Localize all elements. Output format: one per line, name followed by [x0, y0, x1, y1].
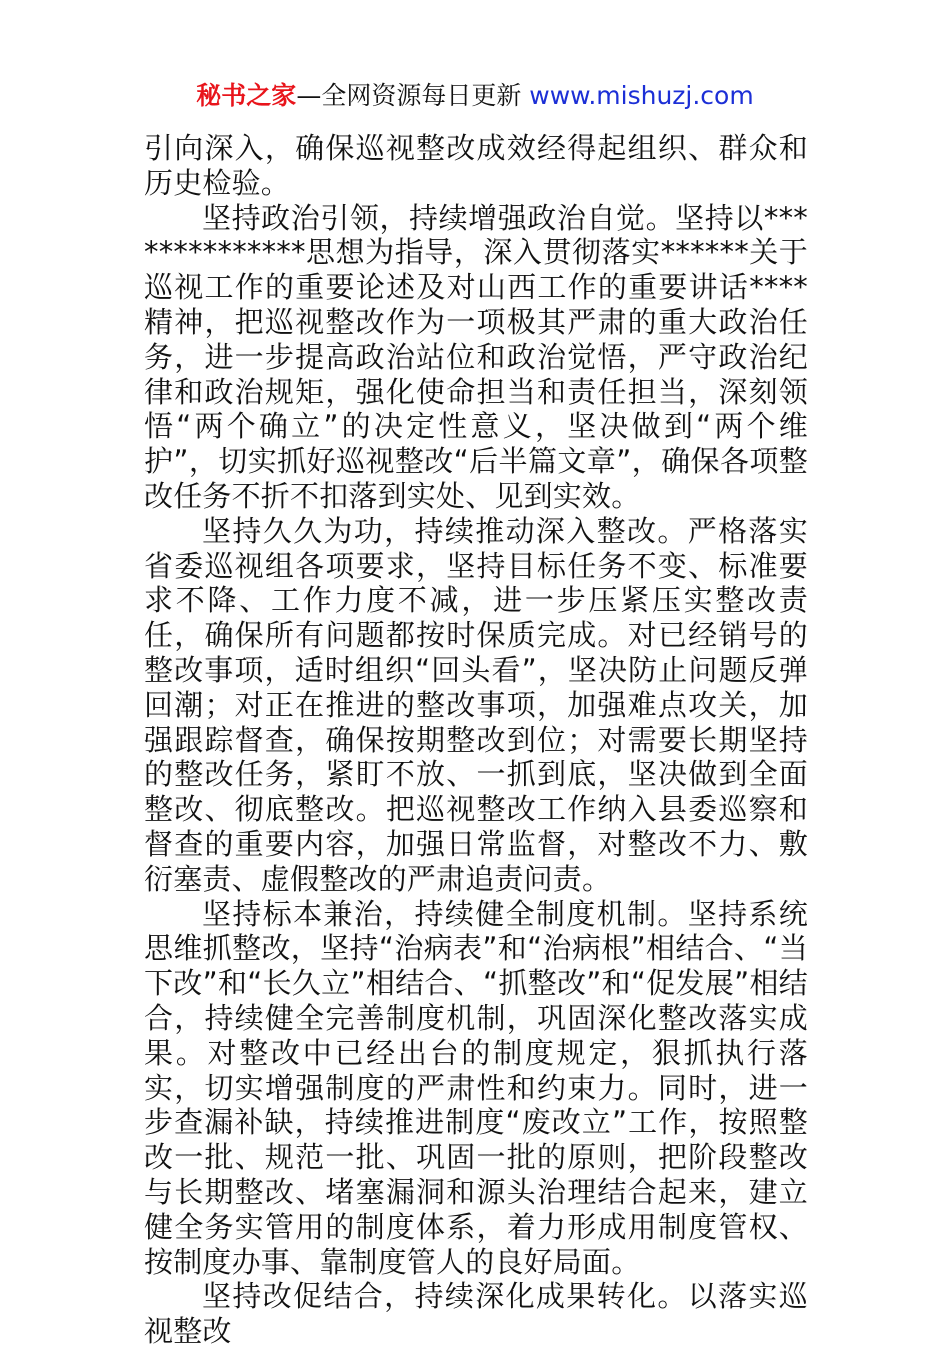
paragraph-political-guidance: 坚持政治引领，持续增强政治自觉。坚持以**************思想为指导，深入贯彻落实******关于巡视工作的重要论述及对山西工作的重要讲话****精神，把巡视整改作为一项极其严肃的重大政治任务，进一步提高政治站位和政治觉悟，严守政治纪律和政治规矩，强化使命担当和责任担当，深刻领悟“两个确立”的决定性意义，坚决做到“两个维护”，切实抓好巡视整改“后半篇文章”，确保各项整改任务不折不扣落到实处、见到实效。 [144, 200, 808, 513]
paragraph-continuation: 引向深入，确保巡视整改成效经得起组织、群众和历史检验。 [144, 131, 808, 200]
paragraph-results-transformation: 坚持改促结合，持续深化成果转化。以落实巡视整改 [144, 1279, 808, 1349]
paragraph-institutional-mechanisms: 坚持标本兼治，持续健全制度机制。坚持系统思维抓整改，坚持“治病表”和“治病根”相结合、“当下改”和“长久立”相结合、“抓整改”和“促发展”相结合，持续健全完善制度机制，巩固深化整改落实成果。对整改中已经出台的制度规定，狠抓执行落实，切实增强制度的严肃性和约束力。同时，进一步查漏补缺，持续推进制度“废改立”工作，按照整改一批、规范一批、巩固一批的原则，把阶段整改与长期整改、堵塞漏洞和源头治理结合起来，建立健全务实管用的制度体系，着力形成用制度管权、按制度办事、靠制度管人的良好局面。 [144, 896, 808, 1279]
site-url-link[interactable]: www.mishuzj.com [529, 81, 754, 110]
brand-name: 秘书之家 [196, 81, 297, 110]
site-header [0, 78, 950, 114]
document-body [144, 131, 808, 1349]
paragraph-sustained-rectification: 坚持久久为功，持续推动深入整改。严格落实省委巡视组各项要求，坚持目标任务不变、标准要求不降、工作力度不减，进一步压紧压实整改责任，确保所有问题都按时保质完成。对已经销号的整改事项，适时组织“回头看”，坚决防止问题反弹回潮；对正在推进的整改事项，加强难点攻关，加强跟踪督查，确保按期整改到位；对需要长期坚持的整改任务，紧盯不放、一抓到底，坚决做到全面整改、彻底整改。把巡视整改工作纳入县委巡察和督查的重要内容，加强日常监督，对整改不力、敷衍塞责、虚假整改的严肃追责问责。 [144, 513, 808, 896]
header-slogan: —全网资源每日更新 [296, 81, 522, 110]
